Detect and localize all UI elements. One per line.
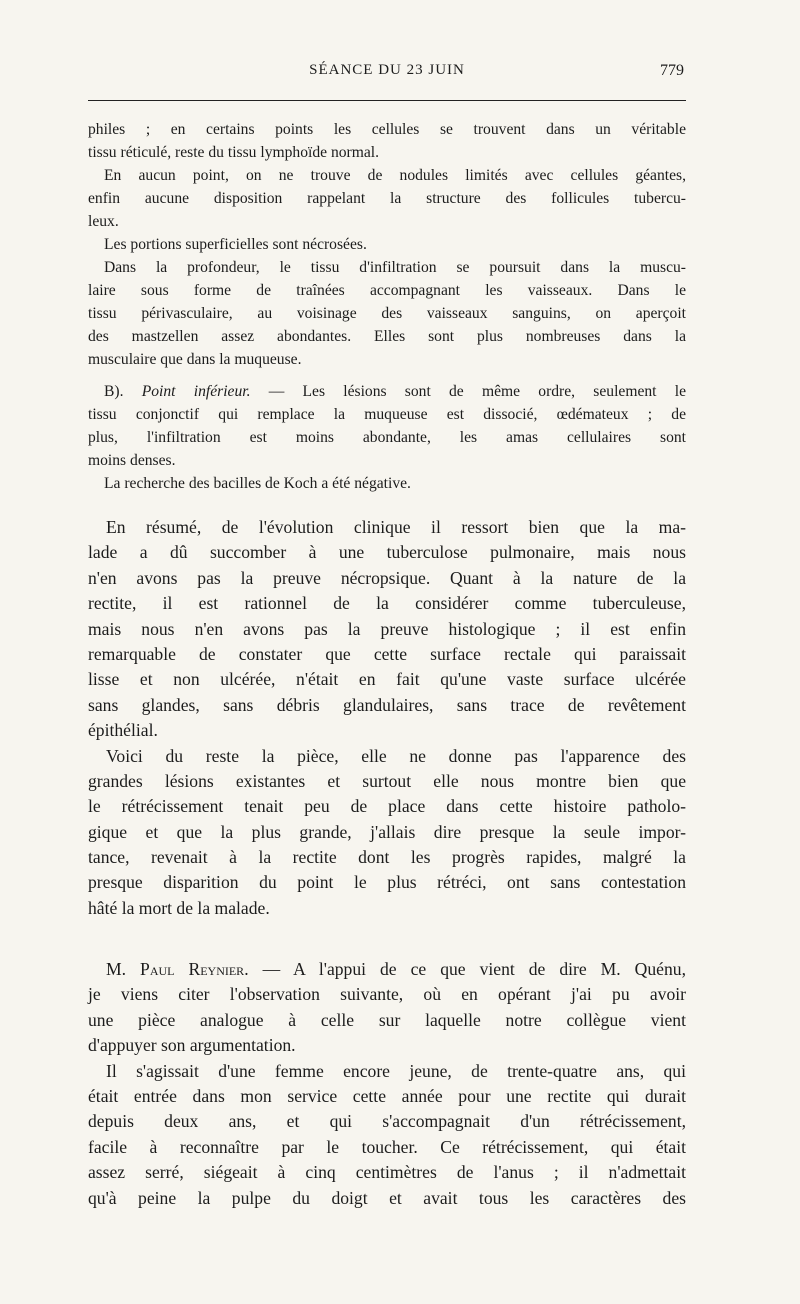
point-inferieur-paragraph xyxy=(88,380,686,495)
section-label-italic: Point inférieur. xyxy=(141,383,251,400)
text-line: En résumé, de l'évolution clinique il ressort bien que la ma- xyxy=(106,517,686,537)
header-rule xyxy=(88,100,686,101)
text-line: presque disparition du point le plus rétréci, ont sans contestation xyxy=(88,872,686,893)
text-line: lisse et non ulcérée, n'était en fait qu'une vaste surface ulcérée xyxy=(88,669,686,690)
text-line: facile à reconnaître par le toucher. Ce rétrécissement, qui était xyxy=(88,1136,686,1157)
text-line xyxy=(88,957,686,982)
text-line: n'en avons pas la preuve nécropsique. Quant à la nature de la xyxy=(88,567,686,588)
text-line: d'appuyer son argumentation. xyxy=(88,1035,296,1056)
running-header xyxy=(88,62,686,86)
reynier-paragraphs xyxy=(88,957,686,1211)
summary-paragraphs xyxy=(88,515,686,921)
text-line: hâté la mort de la malade. xyxy=(88,897,270,918)
text-fragment: — Les lésions sont de même ordre, seulement le xyxy=(250,383,686,400)
text-line: mais nous n'en avons pas la preuve histologique ; il est enfin xyxy=(88,618,686,639)
section-label: B). xyxy=(104,383,124,400)
text-line: plus, l'infiltration est moins abondante, les amas cellulaires sont xyxy=(88,429,686,446)
text-line: rectite, il est rationnel de la considérer comme tuberculeuse, xyxy=(88,593,686,614)
text-line: Dans la profondeur, le tissu d'infiltration se poursuit dans la muscu- xyxy=(104,259,686,276)
text-line: depuis deux ans, et qui s'accompagnait d'un rétrécissement, xyxy=(88,1111,686,1132)
text-line: tance, revenait à la rectite dont les progrès rapides, malgré la xyxy=(88,847,686,868)
text-line: tissu conjonctif qui remplace la muqueuse est dissocié, œdémateux ; de xyxy=(88,406,686,423)
text-line: moins denses. xyxy=(88,452,176,469)
text-line: Les portions superficielles sont nécrosées. xyxy=(104,236,367,253)
text-line: je viens citer l'observation suivante, où en opérant j'ai pu avoir xyxy=(88,984,686,1005)
text-line: tissu périvasculaire, au voisinage des vaisseaux sanguins, on aperçoit xyxy=(88,305,686,322)
text-line: le rétrécissement tenait peu de place dans cette histoire patholo- xyxy=(88,796,686,817)
text-line: philes ; en certains points les cellules se trouvent dans un véritable xyxy=(88,121,686,138)
text-line: qu'à peine la pulpe du doigt et avait tous les caractères des xyxy=(88,1187,686,1208)
text-line: laire sous forme de traînées accompagnant les vaisseaux. Dans le xyxy=(88,282,686,299)
text-line: lade a dû succomber à une tuberculose pulmonaire, mais nous xyxy=(88,542,686,563)
text-line: leux. xyxy=(88,213,119,230)
text-line: épithélial. xyxy=(88,720,158,741)
text-line: remarquable de constater que cette surface rectale qui paraissait xyxy=(88,643,686,664)
text-line: En aucun point, on ne trouve de nodules limités avec cellules géantes, xyxy=(104,167,686,184)
text-line xyxy=(88,380,686,403)
text-line: grandes lésions existantes et surtout elle nous montre bien que xyxy=(88,770,686,791)
text-line: une pièce analogue à celle sur laquelle notre collègue vient xyxy=(88,1009,686,1030)
header-title: SÉANCE DU 23 JUIN xyxy=(309,62,465,78)
page-number: 779 xyxy=(660,62,684,79)
text-fragment: M. xyxy=(106,959,141,979)
text-line: Il s'agissait d'une femme encore jeune, de trente-quatre ans, qui xyxy=(106,1060,686,1081)
text-line: sans glandes, sans débris glandulaires, sans trace de revêtement xyxy=(88,694,686,715)
text-line: assez serré, siégeait à cinq centimètres de l'anus ; il n'admettait xyxy=(88,1162,686,1183)
text-line: Voici du reste la pièce, elle ne donne pas l'apparence des xyxy=(106,745,686,766)
histology-paragraphs xyxy=(88,118,686,371)
text-line: des mastzellen assez abondantes. Elles sont plus nombreuses dans la xyxy=(88,328,686,345)
text-line: La recherche des bacilles de Koch a été négative. xyxy=(104,475,411,492)
text-line: était entrée dans mon service cette année pour une rectite qui durait xyxy=(88,1085,686,1106)
text-line: musculaire que dans la muqueuse. xyxy=(88,351,302,368)
text-fragment: . — A l'appui de ce que vient de dire M. Quénu, xyxy=(244,959,686,979)
text-line: enfin aucune disposition rappelant la structure des follicules tubercu- xyxy=(88,190,686,207)
text-line: gique et que la plus grande, j'allais dire presque la seule impor- xyxy=(88,821,686,842)
speaker-name: Paul Reynier xyxy=(140,959,245,979)
text-line: tissu réticulé, reste du tissu lymphoïde normal. xyxy=(88,144,380,161)
